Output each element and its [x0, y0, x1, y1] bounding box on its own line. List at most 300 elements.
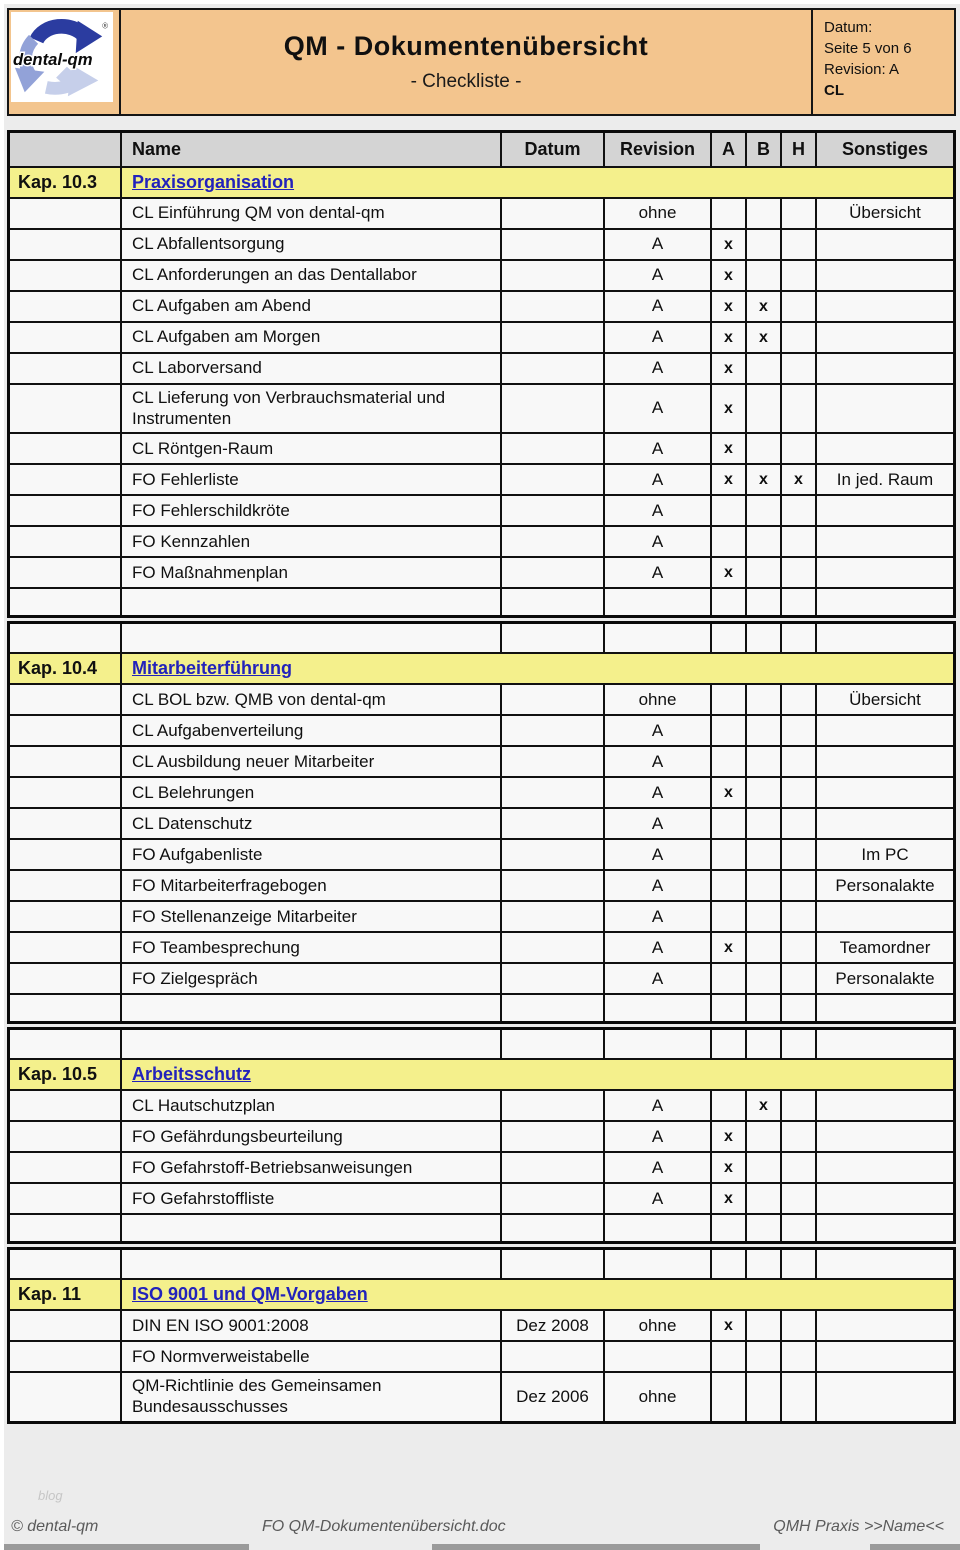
- cell-datum: [502, 962, 605, 993]
- cell-sonstiges: [817, 1340, 953, 1371]
- cell-datum: [502, 383, 605, 432]
- cell-datum: [502, 228, 605, 259]
- col-header-sonstiges: Sonstiges: [817, 133, 953, 166]
- table-row: [10, 962, 953, 993]
- kap-label: Kap. 10.4: [10, 652, 122, 683]
- cell-revision: A: [605, 869, 712, 900]
- cell-name: FO Gefahrstoffliste: [122, 1182, 502, 1213]
- table-row: [10, 683, 953, 714]
- cell-revision: A: [605, 745, 712, 776]
- cell-datum: [502, 900, 605, 931]
- table-row: [10, 197, 953, 228]
- cell-kap: [10, 745, 122, 776]
- meta-datum-label: Datum:: [824, 19, 873, 36]
- cell-h: [782, 962, 817, 993]
- cell-a: x: [712, 463, 747, 494]
- cell-name: FO Gefahrstoff-Betriebsanweisungen: [122, 1151, 502, 1182]
- cell-datum: Dez 2006: [502, 1371, 605, 1420]
- table-row: [10, 556, 953, 587]
- cell-name: FO Normverweistabelle: [122, 1340, 502, 1371]
- dental-qm-logo: [11, 12, 113, 102]
- cell-name: FO Gefährdungsbeurteilung: [122, 1120, 502, 1151]
- cell-h: [782, 321, 817, 352]
- cell-b: [747, 556, 782, 587]
- cell-kap: [10, 321, 122, 352]
- cell-name: CL Hautschutzplan: [122, 1089, 502, 1120]
- cell-h: [782, 776, 817, 807]
- cell-revision: [605, 1340, 712, 1371]
- cell-b: [747, 494, 782, 525]
- spacer-row: [10, 1213, 953, 1241]
- cell-revision: ohne: [605, 683, 712, 714]
- cell-sonstiges: [817, 1089, 953, 1120]
- cell-kap: [10, 683, 122, 714]
- section-block: [7, 1027, 956, 1244]
- cell-a: x: [712, 776, 747, 807]
- cell-sonstiges: [817, 1309, 953, 1340]
- cell-revision: A: [605, 807, 712, 838]
- cell-revision: [605, 1250, 712, 1278]
- cell-datum: [502, 494, 605, 525]
- cell-sonstiges: [817, 259, 953, 290]
- cell-name: FO Fehlerliste: [122, 463, 502, 494]
- cell-a: [712, 900, 747, 931]
- cell-h: [782, 587, 817, 615]
- cell-sonstiges: Personalakte: [817, 869, 953, 900]
- scan-artifact: [4, 1544, 249, 1550]
- meta-revision: Revision: A: [824, 61, 900, 78]
- scan-artifact: [870, 1544, 960, 1550]
- spacer-row: [10, 993, 953, 1021]
- cell-datum: [502, 1340, 605, 1371]
- cell-a: x: [712, 556, 747, 587]
- table-row: [10, 1089, 953, 1120]
- cell-revision: A: [605, 352, 712, 383]
- cell-name: CL Aufgabenverteilung: [122, 714, 502, 745]
- cell-sonstiges: [817, 290, 953, 321]
- section-title: Mitarbeiterführung: [122, 652, 953, 683]
- cell-kap: [10, 776, 122, 807]
- table-row: [10, 745, 953, 776]
- cell-name: CL Aufgaben am Morgen: [122, 321, 502, 352]
- cell-revision: [605, 587, 712, 615]
- spacer-row: [10, 1250, 953, 1278]
- cell-kap: [10, 1309, 122, 1340]
- cell-sonstiges: [817, 228, 953, 259]
- table-row: [10, 259, 953, 290]
- cell-kap: [10, 556, 122, 587]
- cell-revision: A: [605, 290, 712, 321]
- cell-b: [747, 1213, 782, 1241]
- table-row: [10, 463, 953, 494]
- cell-b: [747, 624, 782, 652]
- cell-revision: [605, 993, 712, 1021]
- cell-kap: [10, 1213, 122, 1241]
- cell-datum: [502, 587, 605, 615]
- cell-h: x: [782, 463, 817, 494]
- cell-kap: [10, 352, 122, 383]
- cell-b: [747, 525, 782, 556]
- cell-b: [747, 838, 782, 869]
- cell-name: CL Lieferung von Verbrauchsmaterial und Instrumenten: [122, 383, 502, 432]
- cell-b: [747, 931, 782, 962]
- col-header-revision: Revision: [605, 133, 712, 166]
- cell-sonstiges: Übersicht: [817, 197, 953, 228]
- cell-revision: A: [605, 1089, 712, 1120]
- cell-sonstiges: [817, 1371, 953, 1420]
- cell-revision: A: [605, 463, 712, 494]
- table-row: [10, 714, 953, 745]
- cell-b: [747, 869, 782, 900]
- cell-revision: A: [605, 383, 712, 432]
- logo-arrows-icon: [11, 12, 113, 102]
- cell-sonstiges: [817, 1030, 953, 1058]
- cell-revision: A: [605, 432, 712, 463]
- cell-kap: [10, 900, 122, 931]
- cell-sonstiges: Teamordner: [817, 931, 953, 962]
- cell-h: [782, 383, 817, 432]
- meta-doc-code: CL: [824, 82, 844, 99]
- col-header-datum: Datum: [502, 133, 605, 166]
- cell-revision: A: [605, 900, 712, 931]
- section-title: Praxisorganisation: [122, 166, 953, 197]
- section-title: ISO 9001 und QM-Vorgaben: [122, 1278, 953, 1309]
- cell-kap: [10, 228, 122, 259]
- cell-a: [712, 807, 747, 838]
- cell-kap: [10, 525, 122, 556]
- cell-h: [782, 494, 817, 525]
- cell-kap: [10, 931, 122, 962]
- cell-a: [712, 494, 747, 525]
- cell-h: [782, 931, 817, 962]
- cell-revision: [605, 624, 712, 652]
- cell-revision: A: [605, 1120, 712, 1151]
- cell-name: FO Kennzahlen: [122, 525, 502, 556]
- col-header-row: [10, 133, 953, 166]
- cell-h: [782, 1213, 817, 1241]
- cell-a: x: [712, 228, 747, 259]
- cell-name: [122, 587, 502, 615]
- cell-sonstiges: [817, 494, 953, 525]
- cell-sonstiges: [817, 624, 953, 652]
- cell-datum: [502, 807, 605, 838]
- cell-sonstiges: [817, 900, 953, 931]
- cell-revision: ohne: [605, 1371, 712, 1420]
- cell-datum: [502, 1250, 605, 1278]
- table-row: [10, 383, 953, 432]
- cell-h: [782, 624, 817, 652]
- cell-a: x: [712, 931, 747, 962]
- table-row: [10, 1120, 953, 1151]
- cell-datum: [502, 838, 605, 869]
- cell-name: CL Laborversand: [122, 352, 502, 383]
- cell-h: [782, 556, 817, 587]
- cell-datum: [502, 525, 605, 556]
- cell-b: x: [747, 290, 782, 321]
- cell-sonstiges: [817, 807, 953, 838]
- cell-name: CL Röntgen-Raum: [122, 432, 502, 463]
- page-subtitle: - Checkliste -: [410, 71, 522, 92]
- footer-filename: FO QM-Dokumentenübersicht.doc: [262, 1518, 506, 1535]
- col-header-corner: [10, 133, 122, 166]
- section-title: Arbeitsschutz: [122, 1058, 953, 1089]
- cell-kap: [10, 962, 122, 993]
- cell-a: [712, 587, 747, 615]
- section-header-row: [10, 1058, 953, 1089]
- cell-revision: A: [605, 321, 712, 352]
- cell-name: [122, 1030, 502, 1058]
- cell-datum: [502, 714, 605, 745]
- table-row: [10, 776, 953, 807]
- cell-h: [782, 352, 817, 383]
- cell-b: [747, 683, 782, 714]
- section-header-row: [10, 1278, 953, 1309]
- cell-h: [782, 432, 817, 463]
- cell-kap: [10, 1250, 122, 1278]
- cell-kap: [10, 1182, 122, 1213]
- cell-b: [747, 993, 782, 1021]
- cell-revision: A: [605, 494, 712, 525]
- cell-a: [712, 869, 747, 900]
- col-header-b: B: [747, 133, 782, 166]
- section-header-row: [10, 166, 953, 197]
- cell-b: [747, 197, 782, 228]
- table-row: [10, 228, 953, 259]
- cell-name: FO Maßnahmenplan: [122, 556, 502, 587]
- cell-datum: [502, 624, 605, 652]
- cell-sonstiges: [817, 556, 953, 587]
- cell-b: [747, 1030, 782, 1058]
- table-row: [10, 1340, 953, 1371]
- cell-h: [782, 1030, 817, 1058]
- cell-a: [712, 993, 747, 1021]
- cell-revision: A: [605, 525, 712, 556]
- cell-sonstiges: In jed. Raum: [817, 463, 953, 494]
- cell-b: [747, 745, 782, 776]
- table-row: [10, 290, 953, 321]
- cell-datum: [502, 432, 605, 463]
- cell-revision: A: [605, 714, 712, 745]
- cell-sonstiges: [817, 993, 953, 1021]
- cell-a: [712, 624, 747, 652]
- cell-datum: [502, 352, 605, 383]
- logo-text: dental-qm: [12, 49, 93, 69]
- cell-datum: [502, 463, 605, 494]
- cell-h: [782, 259, 817, 290]
- cell-datum: [502, 776, 605, 807]
- cell-b: [747, 900, 782, 931]
- cell-b: [747, 714, 782, 745]
- table-row: [10, 1309, 953, 1340]
- cell-h: [782, 807, 817, 838]
- cell-a: [712, 197, 747, 228]
- cell-kap: [10, 869, 122, 900]
- cell-h: [782, 683, 817, 714]
- cell-datum: [502, 556, 605, 587]
- cell-datum: [502, 931, 605, 962]
- table-row: [10, 1151, 953, 1182]
- cell-h: [782, 1182, 817, 1213]
- cell-sonstiges: Übersicht: [817, 683, 953, 714]
- cell-revision: ohne: [605, 1309, 712, 1340]
- scan-artifact: [432, 1544, 760, 1550]
- cell-a: [712, 1250, 747, 1278]
- cell-a: [712, 525, 747, 556]
- cell-b: [747, 432, 782, 463]
- cell-h: [782, 714, 817, 745]
- cell-a: x: [712, 259, 747, 290]
- cell-b: [747, 1340, 782, 1371]
- cell-kap: [10, 1030, 122, 1058]
- cell-sonstiges: [817, 1213, 953, 1241]
- cell-h: [782, 525, 817, 556]
- cell-a: [712, 1213, 747, 1241]
- cell-kap: [10, 807, 122, 838]
- cell-sonstiges: [817, 321, 953, 352]
- table-row: [10, 1371, 953, 1420]
- cell-kap: [10, 1089, 122, 1120]
- cell-name: [122, 993, 502, 1021]
- cell-a: x: [712, 383, 747, 432]
- cell-a: x: [712, 352, 747, 383]
- table-row: [10, 838, 953, 869]
- section-header-row: [10, 652, 953, 683]
- cell-b: [747, 776, 782, 807]
- table-row: [10, 807, 953, 838]
- cell-revision: A: [605, 931, 712, 962]
- footer-copyright: © dental-qm: [11, 1518, 99, 1535]
- cell-a: [712, 1030, 747, 1058]
- cell-kap: [10, 432, 122, 463]
- cell-b: [747, 259, 782, 290]
- section-block: [7, 1247, 956, 1423]
- cell-kap: [10, 259, 122, 290]
- cell-sonstiges: Im PC: [817, 838, 953, 869]
- cell-datum: [502, 1182, 605, 1213]
- cell-kap: [10, 383, 122, 432]
- cell-kap: [10, 494, 122, 525]
- logo-cell: [9, 10, 121, 114]
- cell-name: CL Ausbildung neuer Mitarbeiter: [122, 745, 502, 776]
- col-header-h: H: [782, 133, 817, 166]
- cell-datum: [502, 683, 605, 714]
- cell-revision: ohne: [605, 197, 712, 228]
- cell-b: [747, 383, 782, 432]
- cell-sonstiges: [817, 1151, 953, 1182]
- cell-kap: [10, 1120, 122, 1151]
- cell-kap: [10, 463, 122, 494]
- cell-b: [747, 1120, 782, 1151]
- table-row: [10, 1182, 953, 1213]
- cell-h: [782, 1151, 817, 1182]
- cell-sonstiges: [817, 352, 953, 383]
- cell-datum: [502, 259, 605, 290]
- cell-revision: A: [605, 838, 712, 869]
- cell-a: [712, 714, 747, 745]
- cell-datum: [502, 993, 605, 1021]
- cell-a: [712, 1089, 747, 1120]
- cell-datum: [502, 1030, 605, 1058]
- cell-name: [122, 624, 502, 652]
- cell-datum: [502, 321, 605, 352]
- cell-name: QM-Richtlinie des Gemeinsamen Bundesausschusses: [122, 1371, 502, 1420]
- cell-kap: [10, 1340, 122, 1371]
- cell-revision: [605, 1213, 712, 1241]
- cell-kap: [10, 838, 122, 869]
- cell-datum: Dez 2008: [502, 1309, 605, 1340]
- cell-revision: A: [605, 228, 712, 259]
- cell-a: x: [712, 321, 747, 352]
- section-block: [7, 130, 956, 618]
- cell-a: x: [712, 1182, 747, 1213]
- cell-revision: A: [605, 962, 712, 993]
- cell-datum: [502, 869, 605, 900]
- cell-datum: [502, 1089, 605, 1120]
- cell-a: [712, 1371, 747, 1420]
- cell-name: FO Stellenanzeige Mitarbeiter: [122, 900, 502, 931]
- cell-name: FO Fehlerschildkröte: [122, 494, 502, 525]
- cell-h: [782, 869, 817, 900]
- cell-datum: [502, 290, 605, 321]
- cell-sonstiges: Personalakte: [817, 962, 953, 993]
- cell-name: CL BOL bzw. QMB von dental-qm: [122, 683, 502, 714]
- col-header-a: A: [712, 133, 747, 166]
- cell-kap: [10, 993, 122, 1021]
- cell-datum: [502, 1151, 605, 1182]
- cell-h: [782, 197, 817, 228]
- cell-kap: [10, 714, 122, 745]
- page: [4, 4, 960, 1550]
- cell-h: [782, 228, 817, 259]
- cell-name: CL Belehrungen: [122, 776, 502, 807]
- cell-h: [782, 838, 817, 869]
- section-block: [7, 621, 956, 1024]
- cell-a: x: [712, 1120, 747, 1151]
- cell-name: CL Abfallentsorgung: [122, 228, 502, 259]
- cell-kap: [10, 624, 122, 652]
- cell-a: x: [712, 1151, 747, 1182]
- cell-h: [782, 993, 817, 1021]
- cell-name: [122, 1250, 502, 1278]
- cell-name: CL Anforderungen an das Dentallabor: [122, 259, 502, 290]
- cell-b: x: [747, 1089, 782, 1120]
- cell-a: [712, 1340, 747, 1371]
- cell-name: FO Zielgespräch: [122, 962, 502, 993]
- cell-h: [782, 1089, 817, 1120]
- cell-b: [747, 352, 782, 383]
- cell-revision: A: [605, 1151, 712, 1182]
- cell-revision: [605, 1030, 712, 1058]
- cell-a: [712, 745, 747, 776]
- spacer-row: [10, 1030, 953, 1058]
- cell-kap: [10, 197, 122, 228]
- cell-name: FO Teambesprechung: [122, 931, 502, 962]
- cell-sonstiges: [817, 1182, 953, 1213]
- cell-revision: A: [605, 556, 712, 587]
- spacer-row: [10, 587, 953, 615]
- watermark: blog: [38, 1488, 63, 1503]
- cell-h: [782, 1120, 817, 1151]
- cell-sonstiges: [817, 714, 953, 745]
- cell-b: [747, 1151, 782, 1182]
- cell-b: x: [747, 463, 782, 494]
- cell-name: [122, 1213, 502, 1241]
- cell-h: [782, 1371, 817, 1420]
- cell-kap: [10, 587, 122, 615]
- kap-label: Kap. 10.5: [10, 1058, 122, 1089]
- table-row: [10, 352, 953, 383]
- cell-b: [747, 1250, 782, 1278]
